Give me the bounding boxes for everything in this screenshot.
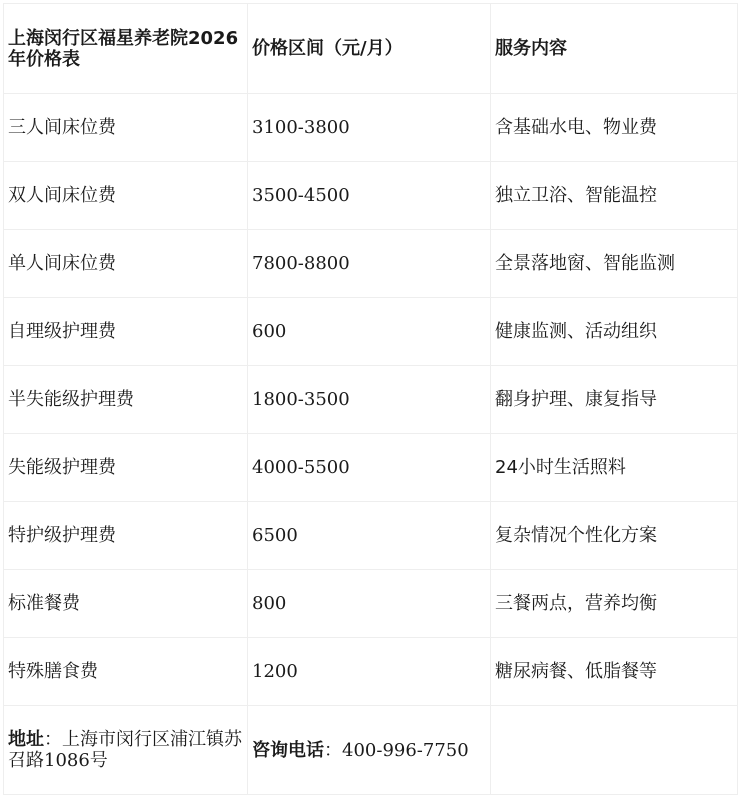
row-service: 三餐两点，营养均衡 <box>491 570 738 638</box>
table-row <box>4 434 738 502</box>
address-value: ：上海市闵行区浦江镇苏召路1086号 <box>8 729 242 771</box>
phone-label: 咨询电话 <box>252 739 324 761</box>
row-service: 全景落地窗、智能监测 <box>491 230 738 298</box>
row-service: 独立卫浴、智能温控 <box>491 162 738 230</box>
table-row <box>4 570 738 638</box>
row-item: 特殊膳食费 <box>4 638 248 706</box>
row-item: 标准餐费 <box>4 570 248 638</box>
row-item: 三人间床位费 <box>4 94 248 162</box>
row-service: 翻身护理、康复指导 <box>491 366 738 434</box>
row-item: 自理级护理费 <box>4 298 248 366</box>
address-label: 地址 <box>8 729 44 750</box>
phone-cell <box>248 706 491 795</box>
table-row <box>4 298 738 366</box>
table-footer-row <box>4 706 738 795</box>
row-item: 失能级护理费 <box>4 434 248 502</box>
row-price: 4000-5500 <box>248 434 491 502</box>
row-price: 7800-8800 <box>248 230 491 298</box>
row-item: 单人间床位费 <box>4 230 248 298</box>
empty-cell <box>491 706 738 795</box>
row-price: 1800-3500 <box>248 366 491 434</box>
price-column-header: 价格区间（元/月） <box>248 4 491 94</box>
table-title: 上海闵行区福星养老院2026年价格表 <box>4 4 248 94</box>
row-price: 6500 <box>248 502 491 570</box>
service-column-header: 服务内容 <box>491 4 738 94</box>
table-row <box>4 162 738 230</box>
table-row <box>4 94 738 162</box>
row-price: 3100-3800 <box>248 94 491 162</box>
row-service: 糖尿病餐、低脂餐等 <box>491 638 738 706</box>
table-row <box>4 638 738 706</box>
row-service: 24小时生活照料 <box>491 434 738 502</box>
row-item: 半失能级护理费 <box>4 366 248 434</box>
row-price: 3500-4500 <box>248 162 491 230</box>
table-row <box>4 502 738 570</box>
row-item: 特护级护理费 <box>4 502 248 570</box>
phone-value: ：400-996-7750 <box>324 739 469 761</box>
row-service: 健康监测、活动组织 <box>491 298 738 366</box>
row-price: 600 <box>248 298 491 366</box>
row-item: 双人间床位费 <box>4 162 248 230</box>
table-row <box>4 230 738 298</box>
address-cell <box>4 706 248 795</box>
row-price: 1200 <box>248 638 491 706</box>
price-table <box>3 3 738 795</box>
table-header-row <box>4 4 738 94</box>
row-price: 800 <box>248 570 491 638</box>
row-service: 含基础水电、物业费 <box>491 94 738 162</box>
table-row <box>4 366 738 434</box>
row-service: 复杂情况个性化方案 <box>491 502 738 570</box>
